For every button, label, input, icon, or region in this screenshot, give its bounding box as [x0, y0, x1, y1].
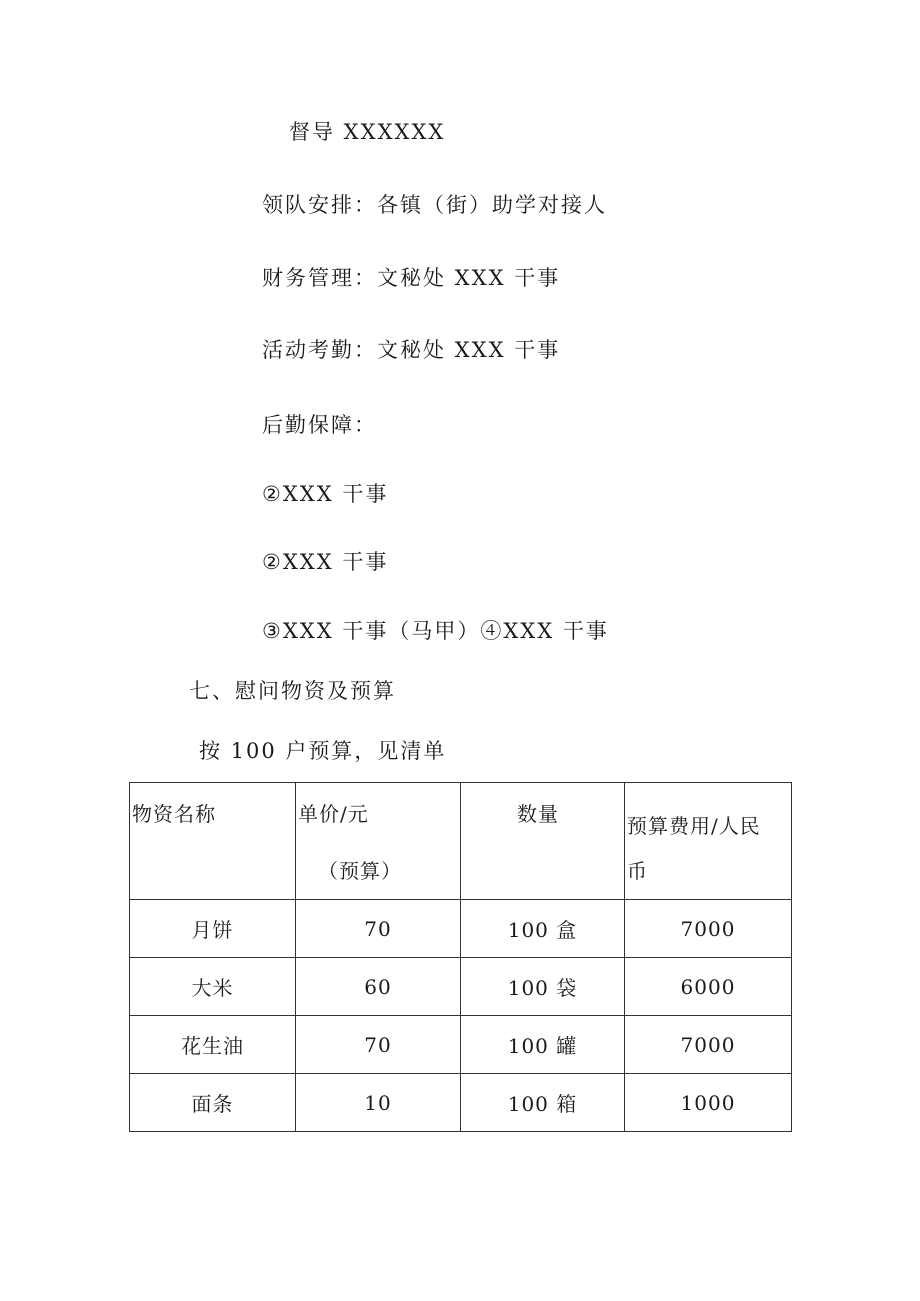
item-name: 大米: [130, 958, 296, 1016]
logistics-heading: 后勤保障：: [262, 413, 377, 437]
supervisor-line: 督导 XXXXXX: [289, 120, 446, 144]
item-price: 10: [296, 1074, 461, 1132]
header-quantity-cell: [461, 783, 625, 900]
section-intro: 按 100 户预算，见清单: [199, 739, 447, 763]
table-row: [130, 958, 792, 1016]
header-name-cell: [130, 783, 296, 900]
item-cost: 7000: [625, 900, 792, 958]
section-heading: 七、慰问物资及预算: [189, 679, 396, 703]
header-name: 物资名称: [132, 802, 216, 826]
item-cost: 1000: [625, 1074, 792, 1132]
table-header-row: [130, 783, 792, 900]
item-quantity: 100 袋: [461, 958, 625, 1016]
table-row: [130, 1016, 792, 1074]
item-quantity: 100 箱: [461, 1074, 625, 1132]
header-cost-cell: [625, 783, 792, 900]
header-cost-line2: 币: [627, 859, 648, 883]
item-price: 60: [296, 958, 461, 1016]
budget-table: [129, 782, 792, 1132]
item-name: 月饼: [130, 900, 296, 958]
team-leader-line: 领队安排：各镇（街）助学对接人: [262, 193, 607, 217]
item-cost: 6000: [625, 958, 792, 1016]
item-price: 70: [296, 900, 461, 958]
item-quantity: 100 盒: [461, 900, 625, 958]
item-quantity: 100 罐: [461, 1016, 625, 1074]
item-name: 面条: [130, 1074, 296, 1132]
table-row: [130, 900, 792, 958]
logistics-item: ③XXX 干事（马甲）④XXX 干事: [262, 619, 609, 643]
item-price: 70: [296, 1016, 461, 1074]
logistics-item: ②XXX 干事: [262, 482, 389, 506]
item-name: 花生油: [130, 1016, 296, 1074]
header-cost-line1: 预算费用/人民: [627, 814, 761, 838]
item-cost: 7000: [625, 1016, 792, 1074]
header-price-cell: [296, 783, 461, 900]
header-price-note: （预算）: [318, 859, 402, 883]
table-row: [130, 1074, 792, 1132]
finance-line: 财务管理：文秘处 XXX 干事: [262, 266, 561, 290]
logistics-item: ②XXX 干事: [262, 550, 389, 574]
attendance-line: 活动考勤：文秘处 XXX 干事: [262, 338, 561, 362]
header-price-unit: 单价/元: [298, 802, 369, 826]
header-quantity: 数量: [517, 802, 559, 826]
